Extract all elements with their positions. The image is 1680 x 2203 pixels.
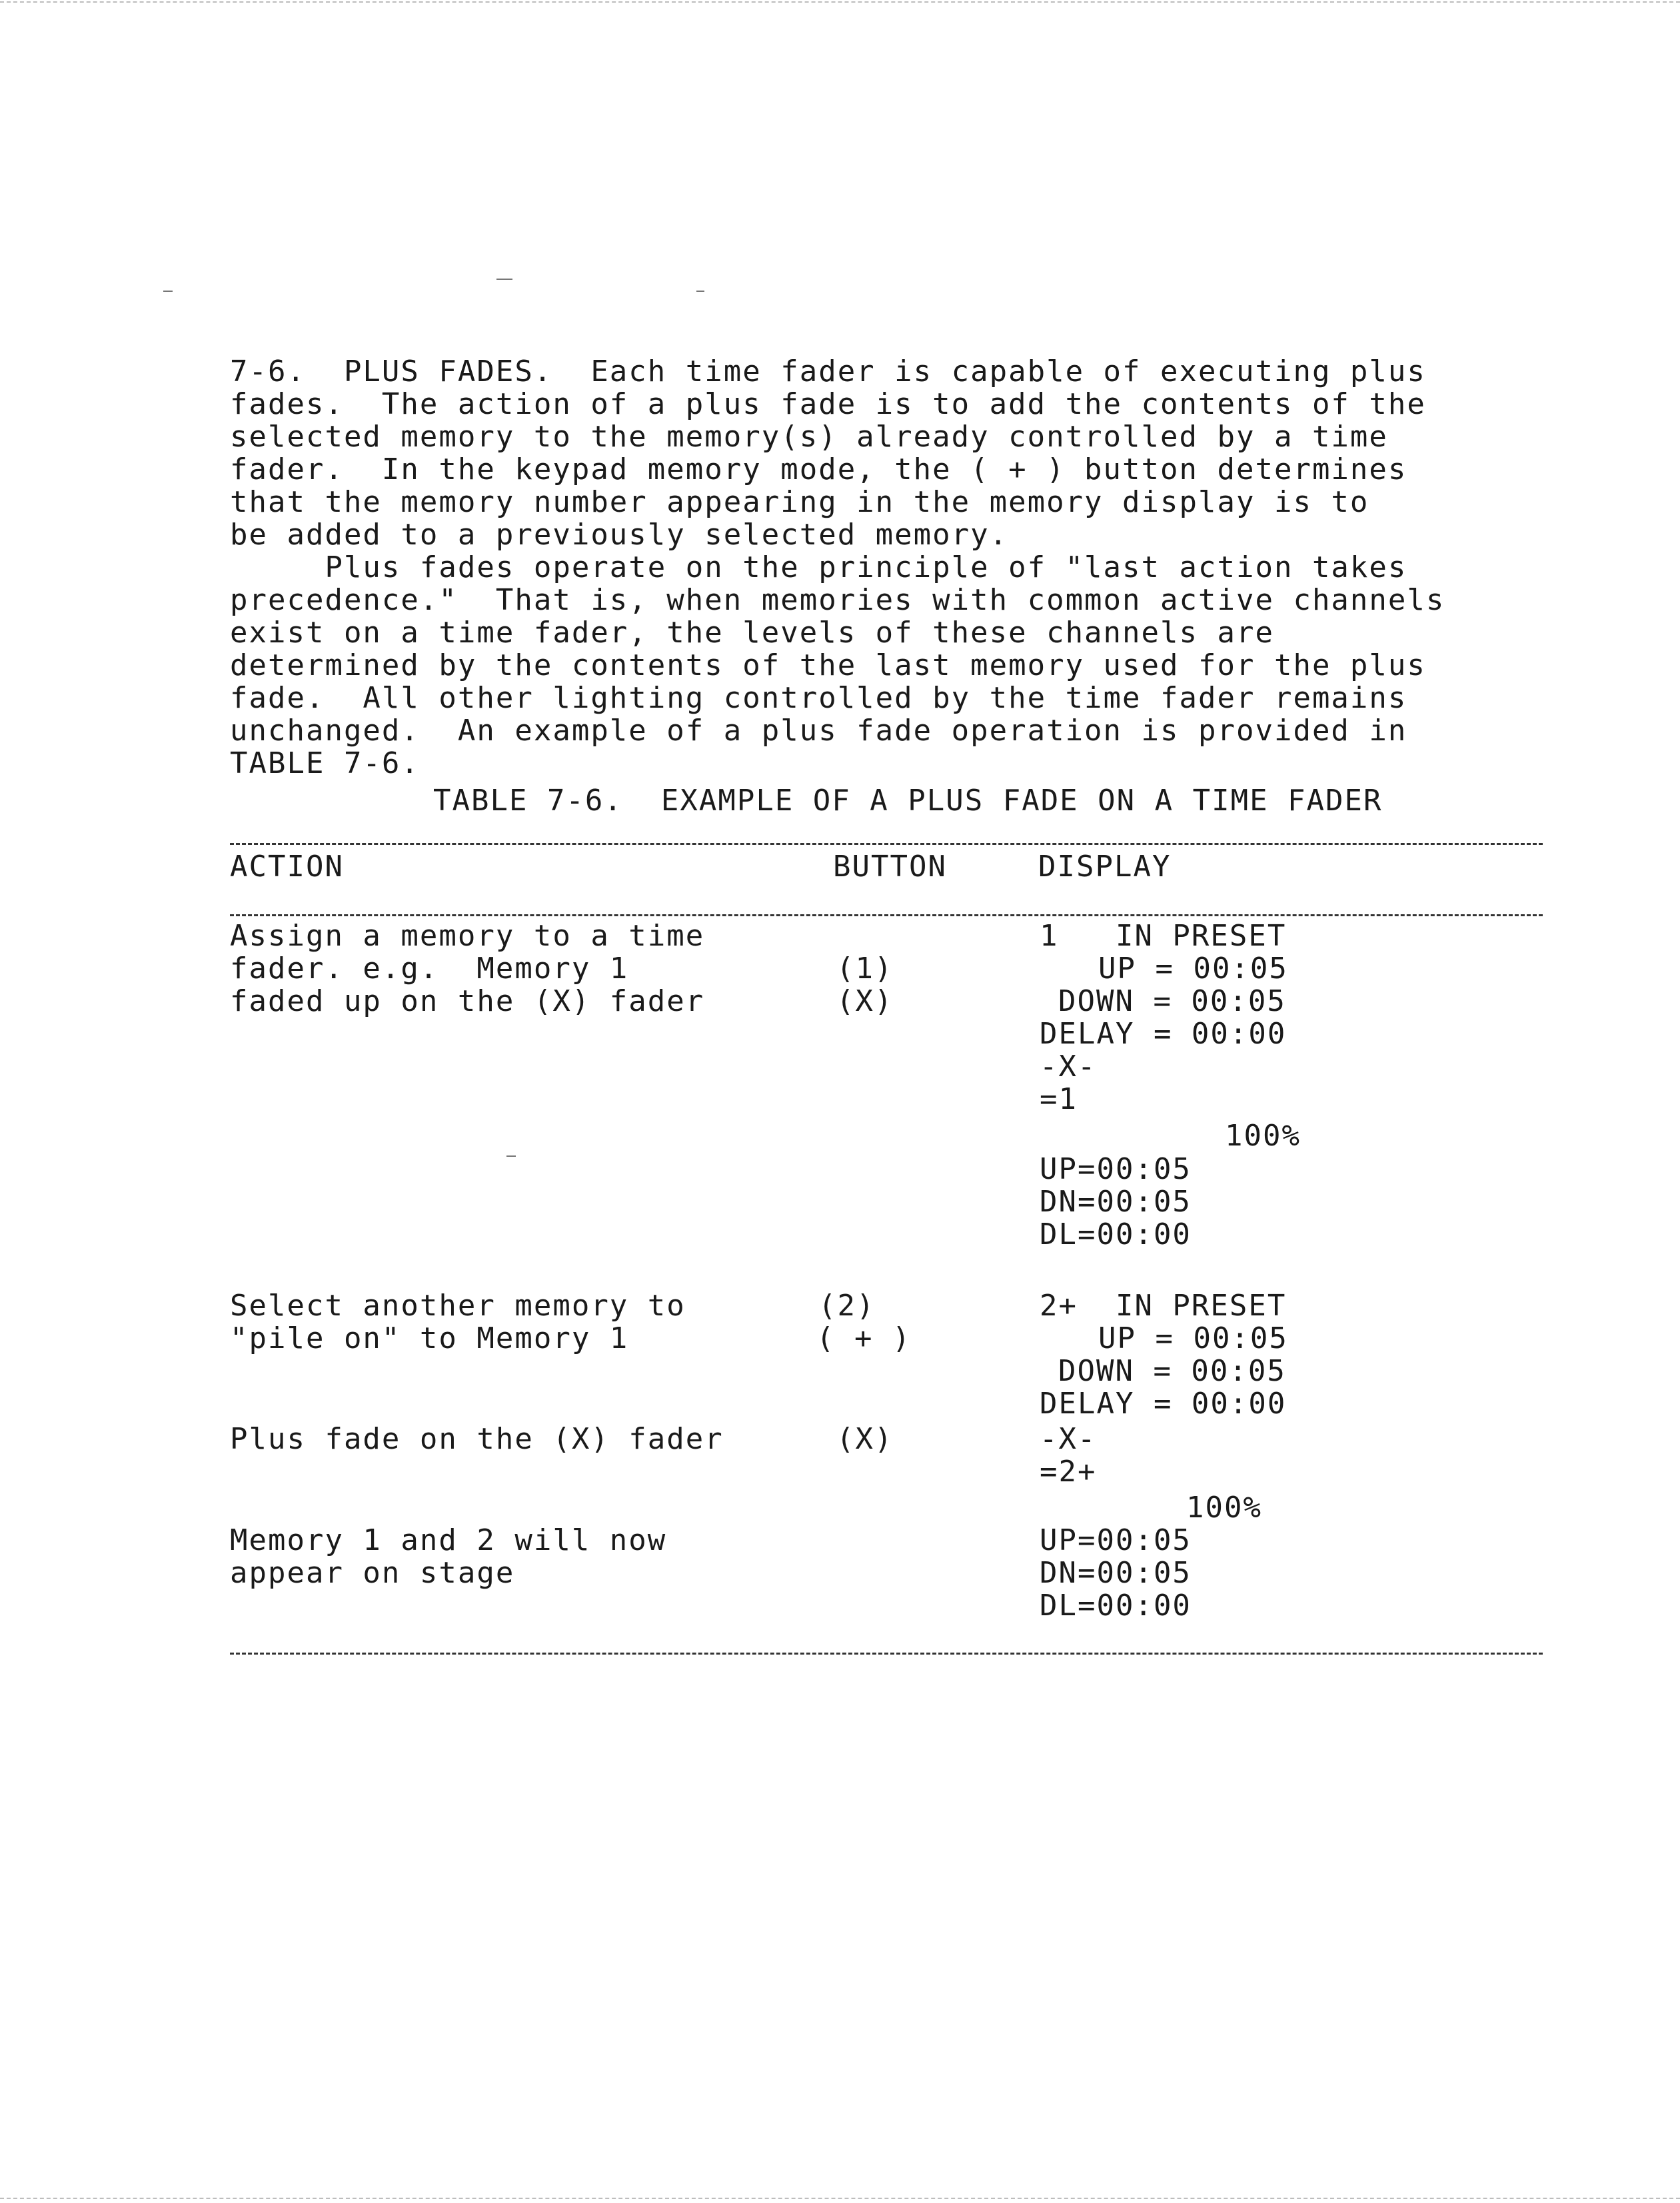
paragraph-1-line: that the memory number appearing in the memory display is to — [230, 485, 1369, 519]
scan-speck — [496, 279, 512, 280]
table-header-rule — [230, 914, 1543, 916]
display-line: -X- — [1040, 1050, 1097, 1084]
button-line: (2) — [818, 1289, 876, 1323]
action-line: fader. e.g. Memory 1 — [230, 952, 629, 986]
column-header-display: DISPLAY — [1038, 850, 1172, 884]
display-line: UP = 00:05 — [1098, 1321, 1288, 1355]
action-line: "pile on" to Memory 1 — [230, 1321, 629, 1355]
top-edge-scan-noise — [0, 1, 1680, 3]
column-header-button: BUTTON — [833, 850, 947, 884]
display-line: 100% — [1225, 1119, 1301, 1153]
display-line: DOWN = 00:05 — [1058, 1354, 1286, 1388]
button-line: ( + ) — [816, 1321, 912, 1355]
paragraph-2-line: fade. All other lighting controlled by the time fader remains — [230, 681, 1407, 715]
display-line: UP=00:05 — [1040, 1523, 1192, 1557]
display-line: DN=00:05 — [1040, 1556, 1192, 1590]
table-caption: TABLE 7-6. EXAMPLE OF A PLUS FADE ON A TIME FADER — [433, 784, 1383, 818]
table-bottom-rule — [230, 1653, 1543, 1655]
paragraph-2-line: Plus fades operate on the principle of "last action takes — [230, 550, 1407, 584]
display-line: 1 IN PRESET — [1040, 919, 1287, 953]
scan-speck — [506, 1155, 516, 1157]
paragraph-2-line: TABLE 7-6. — [230, 746, 420, 780]
paragraph-1-line: fades. The action of a plus fade is to add the contents of the — [230, 387, 1426, 421]
button-line: (X) — [836, 1422, 894, 1456]
paragraph-1-line: 7-6. PLUS FADES. Each time fader is capable of executing plus — [230, 355, 1426, 388]
paragraph-2-line: precedence." That is, when memories with common active channels — [230, 583, 1445, 617]
display-line: =1 — [1040, 1082, 1078, 1116]
display-line: 2+ IN PRESET — [1040, 1289, 1287, 1323]
display-line: DL=00:00 — [1040, 1217, 1192, 1251]
display-line: DELAY = 00:00 — [1040, 1387, 1287, 1421]
paragraph-1-line: fader. In the keypad memory mode, the ( + ) button determines — [230, 452, 1407, 486]
action-line: faded up on the (X) fader — [230, 984, 705, 1018]
action-line: appear on stage — [230, 1556, 515, 1590]
display-line: -X- — [1040, 1422, 1097, 1456]
paragraph-2-line: exist on a time fader, the levels of these channels are — [230, 616, 1274, 650]
scan-speck — [696, 291, 704, 292]
action-line: Memory 1 and 2 will now — [230, 1523, 667, 1557]
paragraph-2-line: determined by the contents of the last memory used for the plus — [230, 648, 1426, 682]
display-line: =2+ — [1040, 1455, 1097, 1489]
paragraph-2-line: unchanged. An example of a plus fade operation is provided in — [230, 714, 1407, 748]
table-top-rule — [230, 843, 1543, 845]
display-line: DN=00:05 — [1040, 1185, 1192, 1219]
button-line: (X) — [836, 984, 894, 1018]
bottom-edge-scan-noise — [0, 2198, 1680, 2199]
paragraph-1-line: selected memory to the memory(s) already controlled by a time — [230, 420, 1388, 454]
display-line: UP = 00:05 — [1098, 952, 1288, 986]
display-line: DOWN = 00:05 — [1058, 984, 1286, 1018]
column-header-action: ACTION — [230, 850, 344, 884]
display-line: DELAY = 00:00 — [1040, 1017, 1287, 1051]
display-line: UP=00:05 — [1040, 1152, 1192, 1186]
button-line: (1) — [836, 952, 894, 986]
display-line: DL=00:00 — [1040, 1589, 1192, 1623]
scan-speck — [163, 291, 173, 292]
action-line: Select another memory to — [230, 1289, 686, 1323]
display-line: 100% — [1186, 1491, 1262, 1525]
action-line: Assign a memory to a time — [230, 919, 705, 953]
paragraph-1-line: be added to a previously selected memory. — [230, 518, 1009, 552]
action-line: Plus fade on the (X) fader — [230, 1422, 724, 1456]
